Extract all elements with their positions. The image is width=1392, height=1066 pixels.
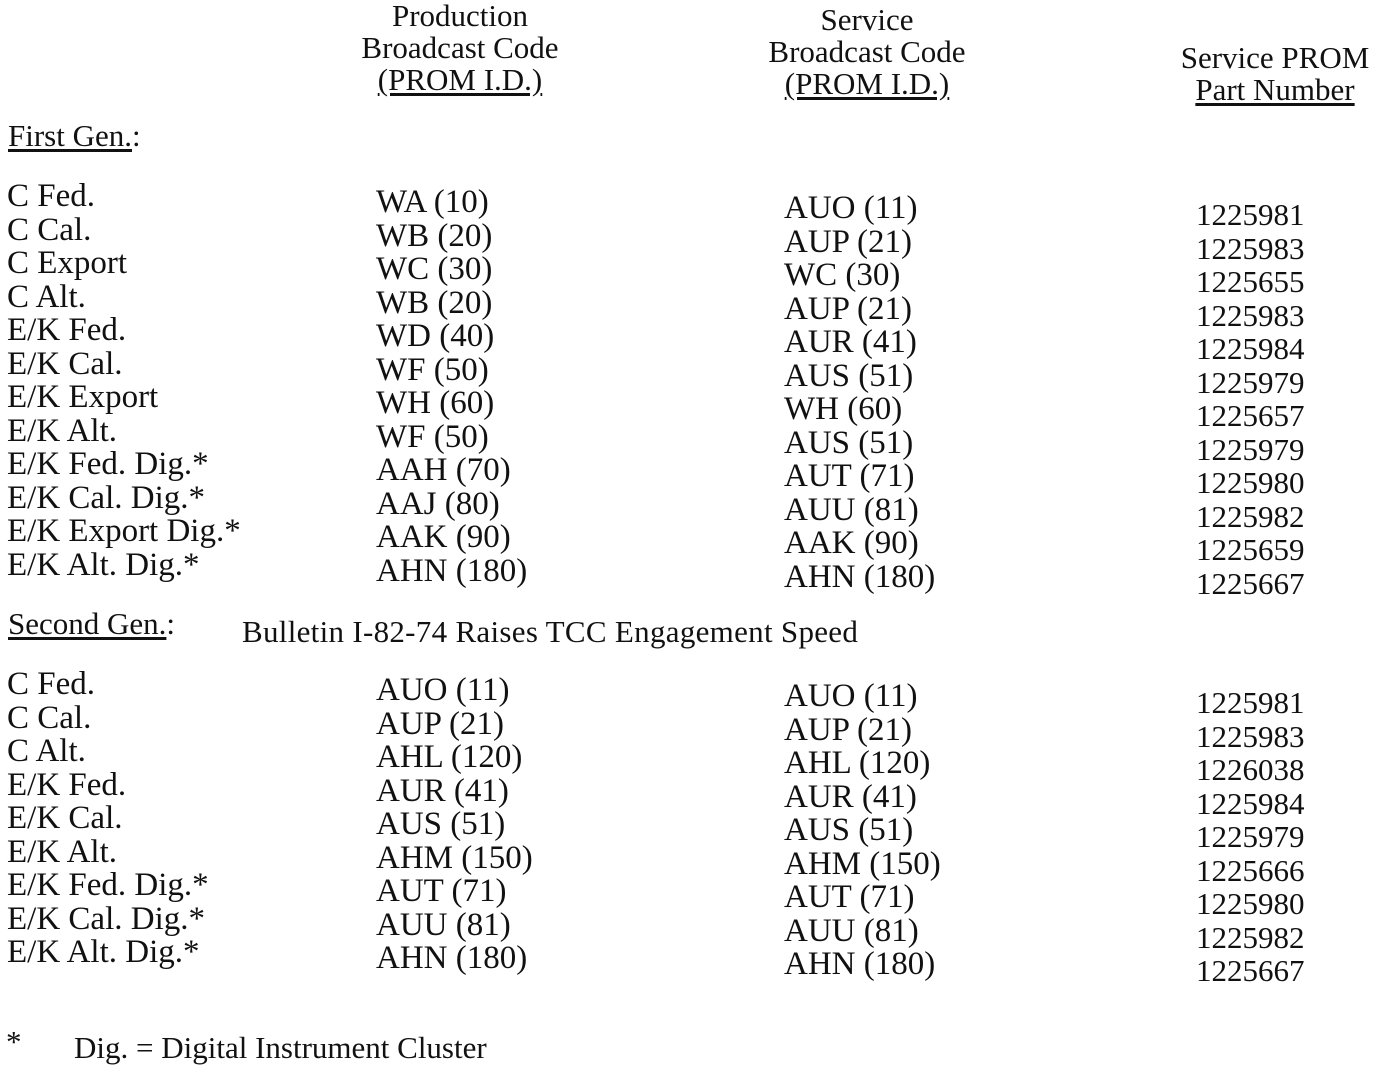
- model-cell: E/K Export Dig.*: [7, 513, 241, 549]
- part-number-cell: 1225984: [1196, 785, 1305, 821]
- second-gen-colon: :: [166, 606, 176, 641]
- service-code-cell: WH (60): [784, 391, 903, 427]
- part-number-cell: 1225983: [1196, 718, 1305, 754]
- production-code-cell: WC (30): [376, 251, 493, 287]
- service-code-cell: AUR (41): [784, 324, 917, 360]
- production-code-cell: WB (20): [376, 284, 493, 321]
- production-code-cell: AHL (120): [376, 739, 523, 775]
- model-cell: E/K Alt. Dig.*: [7, 934, 200, 970]
- model-cell: E/K Cal. Dig.*: [7, 900, 205, 937]
- production-code-cell: AAH (70): [376, 452, 511, 488]
- model-cell: C Cal.: [7, 699, 92, 736]
- part-number-cell: 1225983: [1196, 297, 1305, 333]
- part-number-cell: 1225979: [1196, 819, 1305, 854]
- production-code-cell: AHN (180): [376, 552, 528, 589]
- service-code-cell: AHN (180): [784, 558, 936, 595]
- header-service-code: [707, 4, 1027, 100]
- header-production-line1: Production: [391, 0, 529, 33]
- service-code-cell: AHL (120): [784, 745, 931, 781]
- header-part-line1: Service PROM: [1180, 40, 1370, 75]
- production-code-cell: AHN (180): [376, 940, 528, 976]
- table-row: [0, 546, 1392, 601]
- service-code-cell: AUP (21): [784, 290, 913, 327]
- part-number-cell: 1225667: [1196, 953, 1305, 988]
- service-code-cell: AUR (41): [784, 778, 917, 815]
- first-gen-heading: [8, 118, 141, 154]
- part-number-cell: 1225659: [1196, 532, 1305, 567]
- model-cell: E/K Fed.: [7, 312, 127, 348]
- production-code-cell: AUP (21): [376, 705, 505, 742]
- production-code-cell: AUS (51): [376, 806, 506, 842]
- model-cell: C Cal.: [7, 211, 92, 248]
- service-code-cell: AUT (71): [784, 879, 915, 915]
- header-service-line1: Service: [820, 2, 914, 37]
- production-code-cell: AUT (71): [376, 873, 507, 909]
- production-code-cell: WF (50): [376, 351, 489, 388]
- production-code-cell: AAJ (80): [376, 485, 500, 522]
- production-code-cell: WF (50): [376, 418, 489, 455]
- model-cell: C Fed.: [7, 178, 96, 214]
- model-cell: E/K Export: [7, 379, 159, 415]
- model-cell: E/K Alt.: [7, 833, 118, 870]
- production-code-cell: WH (60): [376, 385, 495, 421]
- production-code-cell: WD (40): [376, 318, 495, 354]
- part-number-cell: 1226038: [1196, 752, 1305, 787]
- part-number-cell: 1225979: [1196, 364, 1305, 400]
- second-gen-label: Second Gen.: [8, 606, 167, 641]
- model-cell: C Alt.: [7, 278, 86, 315]
- production-code-cell: AUU (81): [376, 906, 511, 943]
- part-number-cell: 1225980: [1196, 886, 1305, 921]
- part-number-cell: 1225982: [1196, 919, 1305, 955]
- model-cell: E/K Fed. Dig.*: [7, 867, 209, 903]
- model-cell: E/K Cal.: [7, 800, 123, 836]
- header-service-line3: (PROM I.D.): [784, 66, 950, 101]
- table-row: [0, 934, 1392, 988]
- part-number-cell: 1225983: [1196, 230, 1305, 266]
- header-production-code: [300, 0, 620, 96]
- header-production-line2: Broadcast Code: [361, 30, 559, 65]
- service-code-cell: AUS (51): [784, 424, 914, 461]
- service-code-cell: AUP (21): [784, 223, 913, 260]
- header-part-line2: Part Number: [1195, 72, 1355, 107]
- production-code-cell: WB (20): [376, 217, 493, 254]
- part-number-cell: 1225979: [1196, 431, 1305, 467]
- header-production-line3: (PROM I.D.): [377, 62, 543, 97]
- model-cell: E/K Cal.: [7, 345, 123, 382]
- service-code-cell: WC (30): [784, 257, 901, 293]
- service-code-cell: AUO (11): [784, 190, 918, 226]
- part-number-cell: 1225667: [1196, 565, 1305, 601]
- footnote-asterisk: *: [6, 1024, 22, 1059]
- model-cell: E/K Alt.: [7, 412, 118, 449]
- model-cell: C Export: [7, 245, 128, 281]
- service-code-cell: AUT (71): [784, 458, 915, 494]
- second-gen-bulletin-note: Bulletin I-82-74 Raises TCC Engagement Speed: [242, 614, 859, 649]
- service-code-cell: AHM (150): [784, 845, 941, 882]
- part-number-cell: 1225655: [1196, 264, 1305, 299]
- model-cell: E/K Fed. Dig.*: [7, 446, 209, 482]
- second-gen-table: [0, 666, 1392, 988]
- header-service-line2: Broadcast Code: [768, 34, 966, 69]
- production-code-cell: AUR (41): [376, 772, 509, 809]
- model-cell: C Fed.: [7, 666, 96, 702]
- production-code-cell: AHM (150): [376, 839, 533, 876]
- part-number-cell: 1225984: [1196, 331, 1305, 366]
- part-number-cell: 1225982: [1196, 498, 1305, 534]
- service-code-cell: AUP (21): [784, 711, 913, 748]
- model-cell: E/K Cal. Dig.*: [7, 479, 205, 516]
- service-code-cell: AUU (81): [784, 491, 919, 528]
- production-code-cell: WA (10): [376, 184, 489, 220]
- service-code-cell: AAK (90): [784, 525, 919, 561]
- header-part-number: [1158, 42, 1392, 106]
- service-code-cell: AUU (81): [784, 912, 919, 949]
- production-code-cell: AAK (90): [376, 519, 511, 555]
- first-gen-colon: :: [132, 118, 141, 153]
- part-number-cell: 1225981: [1196, 197, 1305, 232]
- service-code-cell: AUO (11): [784, 678, 918, 714]
- service-code-cell: AUS (51): [784, 812, 914, 848]
- model-cell: E/K Fed.: [7, 766, 127, 803]
- part-number-cell: 1225666: [1196, 852, 1305, 888]
- part-number-cell: 1225981: [1196, 685, 1305, 720]
- first-gen-label: First Gen.: [8, 118, 132, 153]
- second-gen-heading: [8, 606, 175, 642]
- part-number-cell: 1225980: [1196, 465, 1305, 500]
- model-cell: E/K Alt. Dig.*: [7, 546, 200, 583]
- service-code-cell: AUS (51): [784, 357, 914, 394]
- part-number-cell: 1225657: [1196, 398, 1305, 433]
- footnote-text: Dig. = Digital Instrument Cluster: [74, 1030, 487, 1065]
- service-code-cell: AHN (180): [784, 946, 936, 982]
- model-cell: C Alt.: [7, 733, 86, 769]
- first-gen-table: [0, 178, 1392, 601]
- production-code-cell: AUO (11): [376, 672, 510, 708]
